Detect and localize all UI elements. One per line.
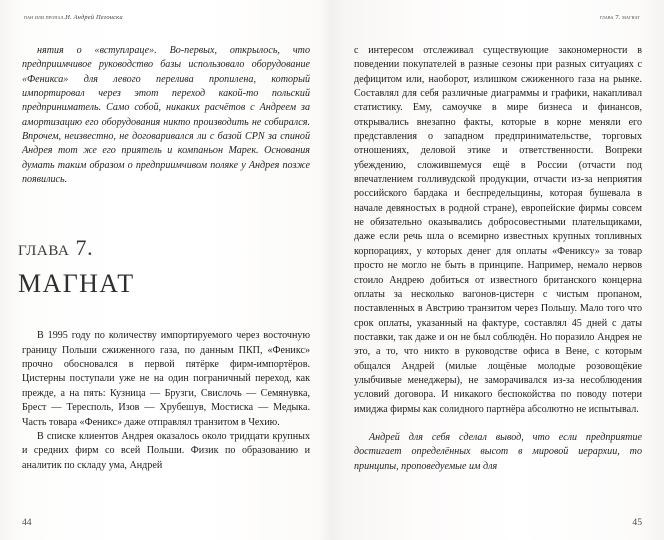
paragraph-body: В списке клиентов Андрея оказалось около тридцати крупных и средних фирм со всей Польши. Физик по образованию и аналитик по складу ума, Андрей xyxy=(22,430,310,471)
page-number-left: 44 xyxy=(22,517,32,528)
paragraph-italic-continued: нятия о «вступлраце». Во-первых, открылось, что предприимчивое руководство базы использовало оборудование «Феникса» для левого перелива пропилена, который импортировал через этот переход какой-то польский предприниматель. Само собой, никаких расчётов с Андреем за амортизацию его оборудования никто производить не собирался. Впрочем, неизвестно, не договаривался ли с базой CPN за спиной Андрея тот же его приятель и компаньон Марек. Основания думать таким образом о предприимчивом поляке у Андрея позже появились. xyxy=(22,45,310,186)
running-head-chapter: глава 7. магнат xyxy=(599,14,640,21)
left-column-text xyxy=(18,44,310,473)
running-head-left xyxy=(22,14,310,28)
running-head-author: Н. Андрей Пегонски xyxy=(65,14,123,21)
chapter-number: глава 7. xyxy=(18,235,94,261)
right-column-text xyxy=(354,44,642,474)
right-page xyxy=(332,0,664,540)
paragraph-body: с интересом отслеживал существующие закономерности в поведении покупателей в разные сезоны при разных ситуациях с дефицитом или, наоборот, излишком сжиженного газа на рынке. Составлял для себя различные диаграммы и графики, накапливал статистику. Ему, самоучке в мире бизнеса и финансов, открывались внезапно факты, которые в корне меняли его представления о западном предпринимательстве, торговых отношениях, деловой этике и ответственности. Вопреки убеждению, сложившемуся ещё в России (отчасти под впечатлением голливудской продукции, отчасти из-за неприятия российского бардака и беспредельщины, которая бушевала в начале девяностых в родной стране), европейские фирмы совсем не обязательно оказывались добросовестными плательщиками, даже если речь шла о всемирно известных крупных топливных корпорациях, у которых денег для оплаты «Фениксу» за товар просто не могло не быть в принципе. Например, немало нервов стоило Андрею добиться от известного британского концерна оплаты за несколько вагонов-цистерн с чистым пропаном, поставленных в Австрию транзитом через Польшу. Мало того что срок оплаты, указанный на фактуре, составлял 45 дней с даты поставки, так даже и он не был соблюдён. Но поразило Андрея не это, а то, что никто в руководстве офиса в Вене, с которым общался Андрей (милые лощёные молодые розовощёкие улыбчивые менеджеры), не заморачивался из-за несоблюдения условий договора. И никакого беспокойства по поводу потери имиджа фирмы как солидного партнёра абсолютно не испытывал. xyxy=(354,45,642,415)
paragraph-italic-closing: Андрей для себя сделал вывод, что если предприятие достигает определённых высот в мировой иерархии, то принципы, проповедуемые им для xyxy=(354,431,642,472)
chapter-heading xyxy=(18,233,310,301)
chapter-title: МАГНАТ xyxy=(18,269,135,299)
page-number-right: 45 xyxy=(632,517,642,528)
running-head-right xyxy=(354,14,642,28)
paragraph-body: В 1995 году по количеству импортируемого через восточную границу Польши сжиженного газа, по данным ПКП, «Феникс» прочно обосновался в первой пятёрке фирм-импортёров. Цистерны поступали уже не на один пограничный переход, как прежде, а на пять: Кузница — Брузги, Свислочь — Семянувка, Брест — Тересполь, Изов — Хрубешув, Мостиска — Медыка. Часть товара «Феникс» даже отправлял транзитом в Чехию. xyxy=(22,330,310,428)
running-head-book-title: пан или пропал. xyxy=(24,14,66,21)
